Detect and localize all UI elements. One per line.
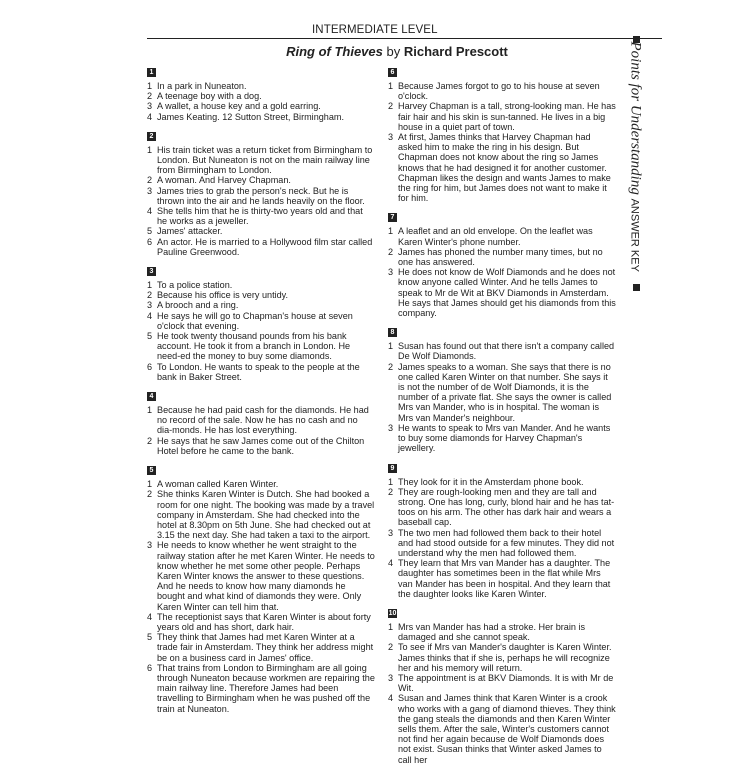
answer-item (147, 540, 375, 611)
answer-item (388, 528, 616, 559)
answer-text: Susan has found out that there isn't a company called De Wolf Diamonds. (398, 341, 615, 362)
answer-item (388, 247, 616, 267)
answer-text: They are rough-looking men and they are tall and strong. One has long, curly, blond hair and he has tat-toos on his arm. The other has dark hair and wears a baseball cap. (398, 486, 615, 528)
answer-number: 1 (388, 476, 394, 487)
series-name: Points for Understanding (627, 41, 644, 195)
answer-number: 2 (388, 361, 394, 372)
answer-key-label: ANSWER KEY (628, 198, 641, 272)
answer-item (147, 280, 375, 290)
answer-text: He took twenty thousand pounds from his bank account. He took it from a branch in London. He need-ed the money to buy some diamonds. (157, 331, 351, 362)
answer-number: 6 (147, 662, 153, 673)
answer-text: She thinks Karen Winter is Dutch. She had booked a room for one night. The booking was made by a travel company in Amsterdam. She had checked into the hotel at 8.30pm on 5th June. She had checked out at 3.15 the next day. She had taken a taxi to the airport. (157, 489, 375, 541)
right-column (388, 66, 616, 773)
section-number: 2 (147, 132, 156, 141)
answer-number: 1 (388, 81, 394, 91)
answer-number: 3 (388, 267, 394, 278)
section-number: 1 (147, 68, 156, 77)
answer-text: A wallet, a house key and a gold earring. (157, 101, 321, 112)
answer-text: At first, James thinks that Harvey Chapman had asked him to make the ring in his design. But Chapman does not know about the ring so James knows that he had designed it for another customer. Chapman likes the design and wants James to make the ring for him, but James does not want to make it for him. (398, 132, 611, 204)
answer-item (147, 145, 375, 176)
answer-number: 1 (147, 280, 153, 291)
answer-text: He says he will go to Chapman's house at seven o'clock that evening. (157, 310, 353, 331)
answer-item (147, 186, 375, 206)
answer-item (147, 331, 375, 362)
answer-number: 2 (388, 486, 394, 497)
answer-text: They look for it in the Amsterdam phone book. (398, 476, 584, 487)
answer-item (388, 341, 616, 361)
header-rule (147, 38, 662, 39)
answer-section (388, 462, 616, 599)
answer-text: To a police station. (157, 280, 233, 291)
answer-text: He wants to speak to Mrs van Mander. And he wants to buy some diamonds for Harvey Chapman's jewellery. (398, 422, 611, 454)
section-number: 10 (388, 609, 397, 617)
answer-number: 1 (388, 226, 394, 237)
answer-text: In a park in Nuneaton. (157, 81, 247, 91)
answer-number: 1 (147, 479, 153, 490)
answer-item (147, 290, 375, 300)
answer-section (147, 130, 375, 257)
answer-text: James' attacker. (157, 226, 223, 237)
answer-item (147, 91, 375, 101)
answer-number: 1 (147, 144, 153, 155)
answer-number: 5 (147, 226, 153, 237)
answer-item (147, 175, 375, 185)
answer-text: James speaks to a woman. She says that there is no one called Karen Winter on that number. She says it is not the number of de Wolf Diamonds, it is the number of a private flat. She says the owner is called Mrs van Mander, who is in hospital. The woman is Mrs van Mander's neighbour. (398, 361, 612, 423)
answer-text: He does not know de Wolf Diamonds and he does not know anyone called Winter. And he tells James to speak to Mr de Wit at BKV Diamonds in Amsterdam. He says that James should get his diamonds from this company. (398, 267, 616, 319)
answer-number: 2 (147, 175, 153, 186)
side-square-bottom (633, 284, 640, 291)
answer-item (388, 101, 616, 132)
side-label (627, 36, 650, 296)
answer-text: A woman called Karen Winter. (157, 479, 279, 490)
answer-text: He needs to know whether he went straight to the railway station after he met Karen Winter. He needs to know whether he met some other people. Perhaps Karen Winter knows the answer to these questions. And he needs to know how many diamonds he bought and what kind of diamonds they were. Only Karen Winter can tell him that. (157, 540, 375, 612)
answer-text: James Keating. 12 Sutton Street, Birmingham. (157, 111, 345, 122)
answer-item (388, 423, 616, 454)
answer-number: 3 (147, 300, 153, 311)
answer-text: They think that James had met Karen Winter at a trade fair in Amsterdam. They think her address might be on a business card in James' office. (157, 632, 374, 663)
answer-item (147, 479, 375, 489)
title-by: by (386, 44, 401, 59)
answer-text: The two men had followed them back to their hotel and had stood outside for a few minutes. They did not understand why the men had followed them. (398, 527, 615, 558)
answer-number: 2 (388, 101, 394, 112)
answer-number: 6 (147, 236, 153, 247)
section-number: 8 (388, 328, 397, 337)
level-heading: INTERMEDIATE LEVEL (312, 24, 438, 36)
answer-number: 2 (388, 642, 394, 653)
answer-number: 4 (388, 693, 394, 704)
answer-item (147, 436, 375, 456)
answer-text: Because he had paid cash for the diamonds. He had no record of the sale. Now he has no cash and no dia-monds. He has lost everything. (157, 405, 369, 436)
answer-text: To see if Mrs van Mander's daughter is Karen Winter. James thinks that if she is, perhaps he will recognize her and his memory will return. (398, 642, 612, 673)
answer-text: His train ticket was a return ticket from Birmingham to London. But Nuneaton is not on the main railway line from Birmingham to London. (157, 144, 373, 176)
answer-item (388, 642, 616, 673)
answer-number: 2 (147, 290, 153, 301)
right-margin (658, 0, 750, 750)
answer-number: 1 (147, 405, 153, 416)
section-number: 7 (388, 213, 397, 222)
side-title (627, 42, 644, 302)
answer-number: 3 (388, 422, 394, 433)
answer-number: 1 (388, 621, 394, 632)
answer-item (388, 132, 616, 203)
answer-text: James tries to grab the person's neck. But he is thrown into the air and he lands heavily on the floor. (157, 185, 365, 206)
answer-section (147, 390, 375, 456)
answer-number: 2 (147, 91, 153, 102)
section-number: 6 (388, 68, 397, 77)
answer-number: 4 (147, 111, 153, 122)
answer-item (388, 477, 616, 487)
answer-text: To London. He wants to speak to the people at the bank in Baker Street. (157, 361, 360, 382)
answer-text: An actor. He is married to a Hollywood film star called Pauline Greenwood. (157, 236, 373, 257)
section-number: 5 (147, 466, 156, 475)
answer-key-page (92, 0, 658, 765)
answer-number: 5 (147, 331, 153, 342)
answer-text: Because his office is very untidy. (157, 290, 289, 301)
answer-number: 2 (388, 246, 394, 257)
answer-text: Because James forgot to go to his house at seven o'clock. (398, 81, 600, 102)
answer-item (388, 81, 616, 101)
answer-item (388, 693, 616, 764)
answer-item (388, 558, 616, 599)
book-author: Richard Prescott (403, 44, 508, 59)
answer-item (388, 226, 616, 246)
answer-text: Mrs van Mander has had a stroke. Her brain is damaged and she cannot speak. (398, 621, 586, 643)
answer-text: They learn that Mrs van Mander has a daughter. The daughter has sometimes been in the flat while Mrs van Mander has been in hospital. And they learn that the daughter looks like Karen Winter. (398, 558, 611, 599)
page-title (147, 44, 647, 59)
left-column (147, 66, 375, 722)
answer-item (147, 101, 375, 111)
answer-section (147, 265, 375, 382)
left-margin (0, 0, 92, 750)
answer-text: Susan and James think that Karen Winter is a crook who works with a gang of diamond thieves. They think the gang steals the diamonds and then Karen Winter sells them. After the sale, Winter's customers cannot not find her again because de Wolf Diamonds does not exist. Susan thinks that Winter asked James to call her (398, 693, 616, 765)
answer-text: He says that he saw James come out of the Chilton Hotel before he came to the bank. (157, 435, 365, 456)
answer-item (147, 405, 375, 436)
answer-item (147, 362, 375, 382)
answer-text: The appointment is at BKV Diamonds. It is with Mr de Wit. (398, 672, 614, 694)
answer-item (147, 237, 375, 257)
answer-number: 1 (147, 81, 153, 91)
answer-section (147, 464, 375, 714)
answer-section (388, 66, 616, 203)
answer-number: 2 (147, 435, 153, 446)
answer-item (388, 487, 616, 528)
answer-text: That trains from London to Birmingham are all going through Nuneaton because workmen are repairing the main railway line. Therefore James had been travelling to Birmingham when he was pushed off the train at Nuneaton. (157, 662, 375, 714)
answer-number: 3 (388, 527, 394, 538)
answer-item (147, 311, 375, 331)
answer-number: 4 (147, 206, 153, 217)
answer-item (388, 622, 616, 642)
answer-number: 4 (147, 611, 153, 622)
answer-section (388, 326, 616, 453)
answer-text: She tells him that he is thirty-two years old and that he works as a jeweller. (157, 206, 363, 227)
answer-item (388, 362, 616, 423)
answer-text: The receptionist says that Karen Winter is about forty years old and has short, dark hair. (157, 611, 371, 632)
answer-number: 4 (147, 310, 153, 321)
section-number: 3 (147, 267, 156, 276)
answer-item (147, 489, 375, 540)
answer-text: Harvey Chapman is a tall, strong-looking man. He has fair hair and his skin is sun-tanned. He lives in a big house in a quiet part of town. (398, 101, 616, 132)
answer-section (388, 607, 616, 765)
answer-number: 1 (388, 341, 394, 352)
book-title: Ring of Thieves (286, 44, 383, 59)
answer-text: A teenage boy with a dog. (157, 91, 262, 102)
answer-item (147, 612, 375, 632)
answer-number: 3 (388, 672, 394, 683)
answer-text: A woman. And Harvey Chapman. (157, 175, 291, 186)
answer-number: 3 (388, 132, 394, 143)
answer-text: A brooch and a ring. (157, 300, 239, 311)
answer-text: James has phoned the number many times, but no one has answered. (398, 246, 603, 268)
answer-item (147, 81, 375, 91)
answer-item (388, 673, 616, 693)
answer-section (147, 66, 375, 122)
answer-item (388, 267, 616, 318)
answer-number: 2 (147, 489, 153, 500)
answer-item (147, 663, 375, 714)
answer-item (147, 300, 375, 310)
answer-section (388, 211, 616, 318)
answer-number: 4 (388, 558, 394, 569)
answer-number: 5 (147, 632, 153, 643)
answer-item (147, 632, 375, 663)
answer-number: 3 (147, 101, 153, 112)
answer-text: A leaflet and an old envelope. On the leaflet was Karen Winter's phone number. (398, 226, 593, 247)
answer-number: 3 (147, 540, 153, 551)
answer-number: 3 (147, 185, 153, 196)
section-number: 4 (147, 392, 156, 401)
answer-item (147, 226, 375, 236)
section-number: 9 (388, 464, 397, 473)
answer-item (147, 206, 375, 226)
answer-number: 6 (147, 361, 153, 372)
answer-item (147, 112, 375, 122)
